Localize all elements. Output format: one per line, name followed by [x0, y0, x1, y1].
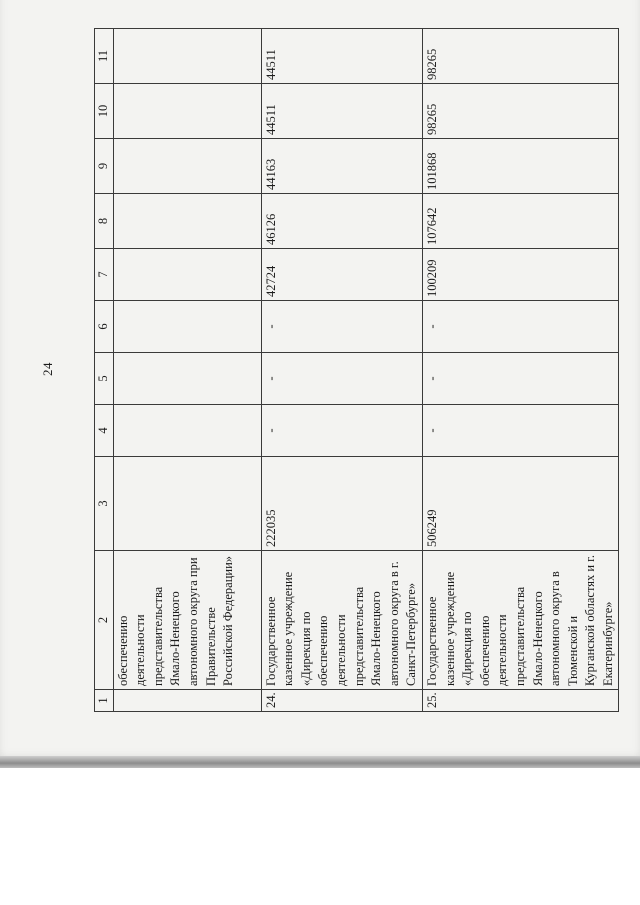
value-cell — [113, 405, 261, 457]
table-row — [113, 29, 261, 712]
value-cell: 44511 — [261, 29, 422, 84]
row-number: 25. — [422, 690, 619, 712]
header-cell: 1 — [95, 690, 114, 712]
value-cell: - — [422, 301, 619, 353]
value-cell — [113, 84, 261, 139]
row-number — [113, 690, 261, 712]
value-cell — [113, 139, 261, 194]
rotated-table-container — [94, 29, 615, 712]
value-cell: 42724 — [261, 249, 422, 301]
value-cell: 98265 — [422, 84, 619, 139]
header-cell: 9 — [95, 139, 114, 194]
header-cell: 2 — [95, 551, 114, 690]
value-cell: 46126 — [261, 194, 422, 249]
value-cell: 222035 — [261, 457, 422, 551]
value-cell: 506249 — [422, 457, 619, 551]
value-cell: 44163 — [261, 139, 422, 194]
value-cell: - — [422, 405, 619, 457]
institution-name: Государственное казенное учреждение «Дирекция по обеспечению деятельности представительства Ямало-Ненецкого автономного округа в г. Санкт-Петербурге» — [261, 551, 422, 690]
value-cell: 44511 — [261, 84, 422, 139]
header-cell: 7 — [95, 249, 114, 301]
value-cell: 107642 — [422, 194, 619, 249]
value-cell — [113, 457, 261, 551]
budget-table — [94, 28, 619, 712]
table-row — [422, 29, 619, 712]
table-row — [261, 29, 422, 712]
header-row — [95, 29, 114, 712]
page-number: 24 — [40, 362, 55, 376]
header-cell: 4 — [95, 405, 114, 457]
value-cell: 100209 — [422, 249, 619, 301]
value-cell: - — [261, 301, 422, 353]
value-cell — [113, 249, 261, 301]
value-cell — [113, 29, 261, 84]
value-cell — [113, 301, 261, 353]
header-cell: 6 — [95, 301, 114, 353]
header-cell: 10 — [95, 84, 114, 139]
value-cell — [113, 194, 261, 249]
header-cell: 11 — [95, 29, 114, 84]
header-cell: 5 — [95, 353, 114, 405]
header-cell: 3 — [95, 457, 114, 551]
value-cell: 101868 — [422, 139, 619, 194]
institution-name: Государственное казенное учреждение «Дирекция по обеспечению деятельности представительства Ямало-Ненецкого автономного округа в Тюменской и Курганской областях и г. Екатеринбурге» — [422, 551, 619, 690]
value-cell: - — [422, 353, 619, 405]
value-cell: 98265 — [422, 29, 619, 84]
institution-name: обеспечению деятельности представительства Ямало-Ненецкого автономного округа при Правительстве Российской Федерации» — [113, 551, 261, 690]
header-cell: 8 — [95, 194, 114, 249]
value-cell — [113, 353, 261, 405]
scan-edge-shadow — [0, 756, 640, 768]
row-number: 24. — [261, 690, 422, 712]
value-cell: - — [261, 405, 422, 457]
value-cell: - — [261, 353, 422, 405]
